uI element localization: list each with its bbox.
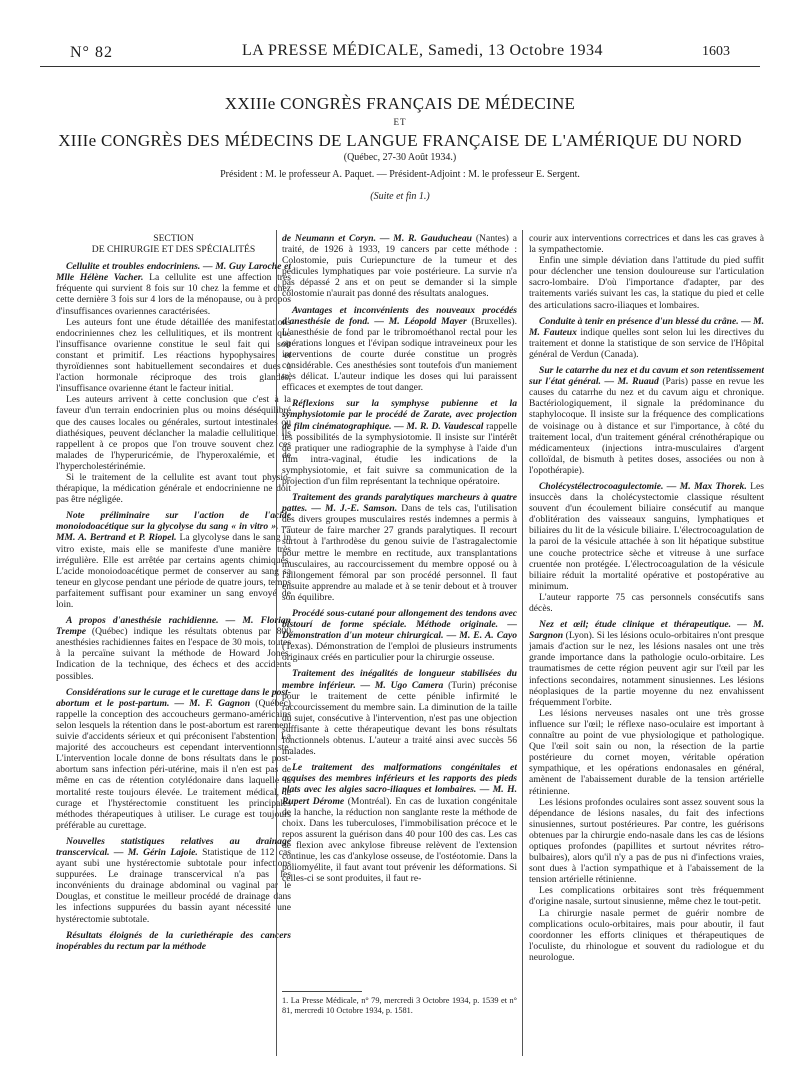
column-middle-articles — [282, 233, 517, 884]
article-text: rappelle les possibilités de la symphysiotomie. Il insiste sur l'intérêt de pratiquer une radiographie de la symphyse à l'aide d'un film intra-vaginal, étudie les indications de la symphysiotomie, et fait suivre sa communication de la projection d'un film représentant la technique opératoire. — [282, 420, 517, 487]
article-paragraph — [56, 472, 291, 505]
article-text: Dans de tels cas, l'utilisation des divers groupes musculaires restés indemnes a permis à l'auteur de faire marcher 27 grands paralytiques. Il recourt surtout à l'arthrodèse du genou suivie de l'astragalectomie pour mettre le membre en rectitude, aux transplantations musculaires, au raccourcissement du membre opposé ou à l'allongement fémoral par son procédé personnel. Il faut ensuite apprendre au malade et à se tenir debout et à trouver son équilibre. — [282, 503, 517, 603]
column-divider — [522, 230, 523, 1056]
article-heading: Sur le catarrhe du nez et du cavum et son retentissement sur l'état général. — M. Ruaud — [529, 365, 764, 388]
article-text: Les lésions profondes oculaires sont assez souvent sous la dépendance de lésions nasales, du fait des infections sinusiennes, surtout postérieures. Par contre, les guérisons obtenues par la chirurgie endo-nasale dans les cas de lésions optiques profondes (papillites et surtout névrites rétro-bulbaires), alors qu'il n'y a pas de pus ni d'infections vraies, sont dues à l'action sympathique et à l'abaissement de la tension artérielle rétinienne. — [529, 796, 764, 886]
column-divider — [276, 230, 277, 1056]
article-heading: Conduite à tenir en présence d'un blessé du crâne. — M. M. Fauteux — [529, 315, 764, 338]
journal-title: LA PRESSE MÉDICALE, Samedi, 13 Octobre 1934 — [242, 42, 604, 59]
running-header — [70, 42, 730, 64]
congress-and: ET — [393, 117, 407, 127]
article-text: indique quelles sont selon lui les directives du traitement et donne la statistique de son service de l'Hôpital général de Verdun (Canada). — [529, 326, 764, 360]
column-left — [56, 233, 291, 1055]
article-paragraph — [56, 510, 291, 610]
article-paragraph — [282, 398, 517, 487]
article-heading: Réflexions sur la symphyse pubienne et la symphysiotomie par le procédé de Zarate, avec projection de film cinématographique. — M. R. D. Vaudescal — [282, 398, 517, 432]
section-title: DE CHIRURGIE ET DES SPÉCIALITÉS — [91, 244, 256, 256]
article-text: Les auteurs arrivent à cette conclusion que c'est à la faveur d'un terrain endocrinien plus ou moins déséquilibré que des causes locales ou générales, surtout intestinales ou diathésiques, peuvent déclancher la maladie cellulitique. Ils rappellent à ce propos que l'on trouve souvent chez ces malades de l'hyperuricémie, de l'hyperoxalémie, et de l'hypercholestérinémie. — [56, 394, 291, 472]
article-text: (Turin) préconise pour le traitement de cette pénible infirmité le raccourcissement du membre sain. La diminution de la taille du sujet, consécutive à l'intervention, n'est pas une objection suffisante à cette thérapeutique devant les bons résultats fonctionnels obtenus. L'auteur a traité ainsi avec succès 56 malades. — [282, 679, 517, 758]
article-paragraph — [529, 481, 764, 592]
article-text: Les lésions nerveuses nasales ont une très grosse influence sur l'œil; le réflexe naso-oculaire est important à connaître au point de vue physiologique et pathologique. Que l'œil soit sain ou non, la résection de la partie postérieure du cornet moyen, véritable opération sympathique, et les opérations endonasales en général, amènent de l'abaissement durable de la tension artérielle rétinienne. — [529, 707, 764, 797]
article-paragraph — [529, 365, 764, 476]
article-paragraph — [56, 836, 291, 925]
article-heading: de Neumann et Coryn. — M. R. Gauducheau — [282, 233, 472, 244]
article-text: (Québec) rappelle la conception des accoucheurs germano-américains selon lesquels la rétention dans le post-abortum est rarement suivie d'accidents sérieux et qui préconisent l'abstention. La majorité des accoucheurs est cependant interventionniste. L'intervention locale donne de bons résultats dans le post-abortum sans infection péri-utérine, mais il n'en est pas de même en cas de rétention cotylédonaire dans laquelle la mortalité reste toujours élevée. Le traitement médical, le curage et l'hystérectomie constituent les principales méthodes thérapeutiques à utiliser. Le curage est toujours préférable au curettage. — [56, 697, 291, 831]
continued-note: (Suite et fin 1.) — [370, 191, 430, 202]
article-text: Enfin une simple déviation dans l'attitude du pied suffit pour déclencher une tension douloureuse sur l'articulation sacro-lombaire. D'où l'importance d'adapter, par des traitements variés suivant les cas, la statique du pied et celle des articulations sacro-iliaques et lombaires. — [529, 255, 764, 311]
article-text: courir aux interventions correctrices et dans les cas graves à la sympathectomie. — [529, 233, 764, 256]
article-paragraph — [282, 762, 517, 884]
article-heading: Considérations sur le curage et le curettage dans le post-abortum et le post-partum. — M. F. Gagnon — [56, 686, 291, 709]
article-heading: Cellulite et troubles endocriniens. — M. Guy Laroche et Mlle Hélène Vacher. — [56, 261, 291, 284]
article-paragraph — [529, 908, 764, 963]
article-paragraph — [282, 233, 517, 300]
header-rule — [40, 66, 760, 67]
column-middle — [282, 233, 517, 1043]
article-heading: Résultats éloignés de la curiethérapie des cancers inopérables du rectum par la méthode — [56, 929, 291, 952]
article-paragraph — [56, 687, 291, 831]
article-paragraph — [529, 797, 764, 886]
article-paragraph — [282, 492, 517, 603]
article-paragraph — [529, 619, 764, 708]
footnote-rule — [282, 991, 362, 992]
issue-number: N° 82 — [70, 44, 113, 61]
article-paragraph — [56, 615, 291, 682]
article-text: Statistique de 112 cas ayant subi une hystérectomie subtotale pour infections suppurées. Le drainage transcervical n'a pas les inconvénients du drainage abdominal ou vaginal par le Douglas, et constitue le meilleur procédé de drainage dans les infections suppurées du bassin ayant nécessité une hystérectomie subtotale. — [56, 846, 291, 925]
article-text: (Texas). Démonstration de l'emploi de plusieurs instruments originaux créés en particulier pour la chirurgie osseuse. — [282, 641, 517, 664]
article-paragraph — [529, 592, 764, 614]
article-heading: Avantages et inconvénients des nouveaux procédés d'anesthésie de fond. — M. Léopold Mayer — [282, 304, 517, 327]
article-paragraph — [56, 261, 291, 316]
article-paragraph — [529, 885, 764, 907]
section-label: SECTION — [153, 233, 194, 244]
article-heading: Nouvelles statistiques relatives au drainage transcervical. — M. Gérin Lajoie. — [56, 835, 291, 858]
congress-place: (Québec, 27-30 Août 1934.) — [343, 152, 457, 163]
article-paragraph — [529, 316, 764, 360]
article-text: (Montréal). En cas de luxation congénitale de la hanche, la réduction non sanglante reste la méthode de choix. Dans les tuberculoses, l'immobilisation précoce et le repos assurent la guérison dans 40 pour 100 des cas. Les cas de flexion avec ankylose fibreuse relèvent de l'extension continue, les cas d'ankylose osseuse, de l'ostéotomie. Dans la poliomyélite, il faut avant tout prévenir les déformations. Si celles-ci se sont produites, il faut re- — [282, 795, 517, 885]
congress-title-1: XXIIIe CONGRÈS FRANÇAIS DE MÉDECINE — [224, 94, 576, 113]
article-text: Si le traitement de la cellulite est avant tout physio-thérapique, la médication générale et endocrinienne ne doit pas être négligée. — [56, 471, 291, 506]
article-paragraph — [56, 317, 291, 395]
article-paragraph — [282, 668, 517, 757]
article-heading: Traitement des grands paralytiques marcheurs à quatre pattes. — M. J.-E. Samson. — [282, 492, 517, 515]
article-text: Les auteurs font une étude détaillée des manifestations endocriniennes chez les cellulitiques, et ils montrent que l'insuffisance ovarienne constitue le seul fait qui soit constant et primitif. Les réactions hypophysaires et thyroïdiennes sont habituellement secondaires et dues à l'action hormonale réciproque des trois glandes, l'insuffisance ovarienne étant le facteur initial. — [56, 316, 291, 395]
article-heading: Traitement des inégalités de longueur stabilisées du membre inférieur. — M. Ugo Camera — [282, 668, 517, 691]
column-right — [529, 233, 764, 1055]
article-heading: Cholécystélectrocoagulectomie. — M. Max Thorek. — [539, 480, 747, 492]
congress-title-2: XIIIe CONGRÈS DES MÉDECINS DE LANGUE FRANÇAISE DE L'AMÉRIQUE DU NORD — [58, 131, 742, 150]
article-heading: Procédé sous-cutané pour allongement des tendons avec bistourí de forme spéciale. Méthode originale. — Démonstration d'un moteur chirurgical. — M. E. A. Cayo — [282, 608, 517, 642]
column-left-articles — [56, 261, 291, 952]
article-heading: Le traitement des malformations congénitales et acquises des membres inférieurs et les rapports des pieds plats avec les algies sacro-iliaques et lombaires. — M. H. Rupert Dérome — [282, 762, 517, 807]
article-paragraph — [56, 394, 291, 472]
article-heading: Note préliminaire sur l'action de l'acide monoiodoacétique sur la glycolyse du sang « in vitro ». — MM. A. Bertrand et P. Riopel. — [56, 510, 291, 544]
congress-officers: Président : M. le professeur A. Paquet. — Président-Adjoint : M. le professeur E. Sergent. — [220, 169, 580, 180]
article-text: Les complications orbitaires sont très fréquemment d'origine nasale, surtout sinusienne, même chez le tout-petit. — [529, 885, 764, 908]
article-paragraph — [282, 305, 517, 394]
footnote: 1. La Presse Médicale, n° 79, mercredi 3 Octobre 1934, p. 1539 et n° 81, mercredi 10 Octobre 1934, p. 1581. — [282, 996, 517, 1015]
article-text: La glycolyse dans le sang in vitro existe, mais elle se manifeste d'une manière très irrégulière. Elle est arrêtée par certains agents chimiques. L'acide monoiodoacétique permet de conserver au sang sa teneur en glycose pendant une période de quatre jours, temps parfaitement suffisant pour examiner un sang envoyé de loin. — [56, 532, 291, 610]
article-text: (Lyon). Si les lésions oculo-orbitaires n'ont presque jamais d'action sur le nez, les lésions nasales ont une très grande importance dans la pathologie oculo-orbitaire. Les traumatismes de cette région peuvent agir sur l'œil par les infections secondaires, notamment sinusiennes. Les lésions néoplasiques de la partie moyenne du nez envahissent fréquemment l'orbite. — [529, 630, 764, 708]
article-text: (Bruxelles). L'anesthésie de fond par le tribromoéthanol rectal pour les opérations longues et l'évipan sodique intraveineux pour les interventions de courte durée constitue un progrès considérable. Ces anesthésies sont toutefois d'un maniement très délicat. L'auteur indique les doses qui lui paraissent efficaces et exemptes de tout danger. — [282, 315, 517, 394]
article-paragraph — [282, 608, 517, 663]
article-paragraph — [529, 708, 764, 797]
column-right-articles — [529, 233, 764, 963]
article-text: La chirurgie nasale permet de guérir nombre de complications oculo-orbitaires, mais pour aboutir, il faut coordonner les efforts cliniques et thérapeutiques de l'oculiste, du rhinologue et souvent du radiologue et du neurologue. — [529, 907, 764, 963]
article-paragraph — [529, 255, 764, 310]
article-paragraph — [529, 233, 764, 255]
article-text: (Nantes) a traité, de 1926 à 1933, 19 cancers par cette méthode : Colostomie, puis Curiepuncture de la tumeur et des pédicules lymphatiques par voie postérieure. La survie n'a pas dépassé 2 ans et on peut se demander si la simple colostomie n'aurait pas donné des résultats analogues. — [282, 233, 517, 300]
article-text: (Québec) indique les résultats obtenus par 800 anesthésies rachidiennes faites en l'espace de 30 mois, toutes à la percaïne suivant la méthode de Howard Jones. Indication de la technique, des échecs et des accidents possibles. — [56, 626, 291, 682]
article-heading: Nez et œil; étude clinique et thérapeutique. — M. Sargnon — [529, 619, 764, 642]
article-text: Les insuccès dans la cholécystectomie classique résultent souvent d'un écoulement biliaire consécutif au manque d'oblitération des vaisseaux sanguins, lymphatiques et biliaires du lit de la vésicule biliaire. L'électrocoagulation de la paroi de la vésicule attachée à son lit hépatique substitue une couche protectrice sèche et vitreuse à une surface cruentée non protégée. L'électrocoagulation de la vésicule biliaire réduit la mortalité opérative et postopérative au minimum. — [529, 480, 764, 592]
article-paragraph — [56, 930, 291, 952]
page-number: 1603 — [702, 44, 730, 59]
article-text: L'auteur rapporte 75 cas personnels consécutifs sans décès. — [529, 591, 764, 614]
article-heading: A propos d'anesthésie rachidienne. — M. Florian Trempe — [56, 615, 291, 638]
article-text: La cellulite est une affection très fréquente qui survient 8 fois sur 10 chez la femme et chez cette dernière 3 fois sur 4 lors de la ménopause, ou à propos d'insuffisances ovariennes caractérisées. — [56, 272, 291, 317]
article-text: (Paris) passe en revue les causes du catarrhe du nez et du cavum aigu et chronique. Bactériologiquement, il signale la prédominance du staphylocoque. Il insiste sur la fréquence des complications de voisinage ou à distance et sur l'importance, à côté du traitement local, d'un traitement général crénothérapique ou médicamenteux (injections intra-musculaires d'argent colloïdal, de bismuth à petites doses, associées ou non à l'opothérapie). — [529, 376, 764, 476]
